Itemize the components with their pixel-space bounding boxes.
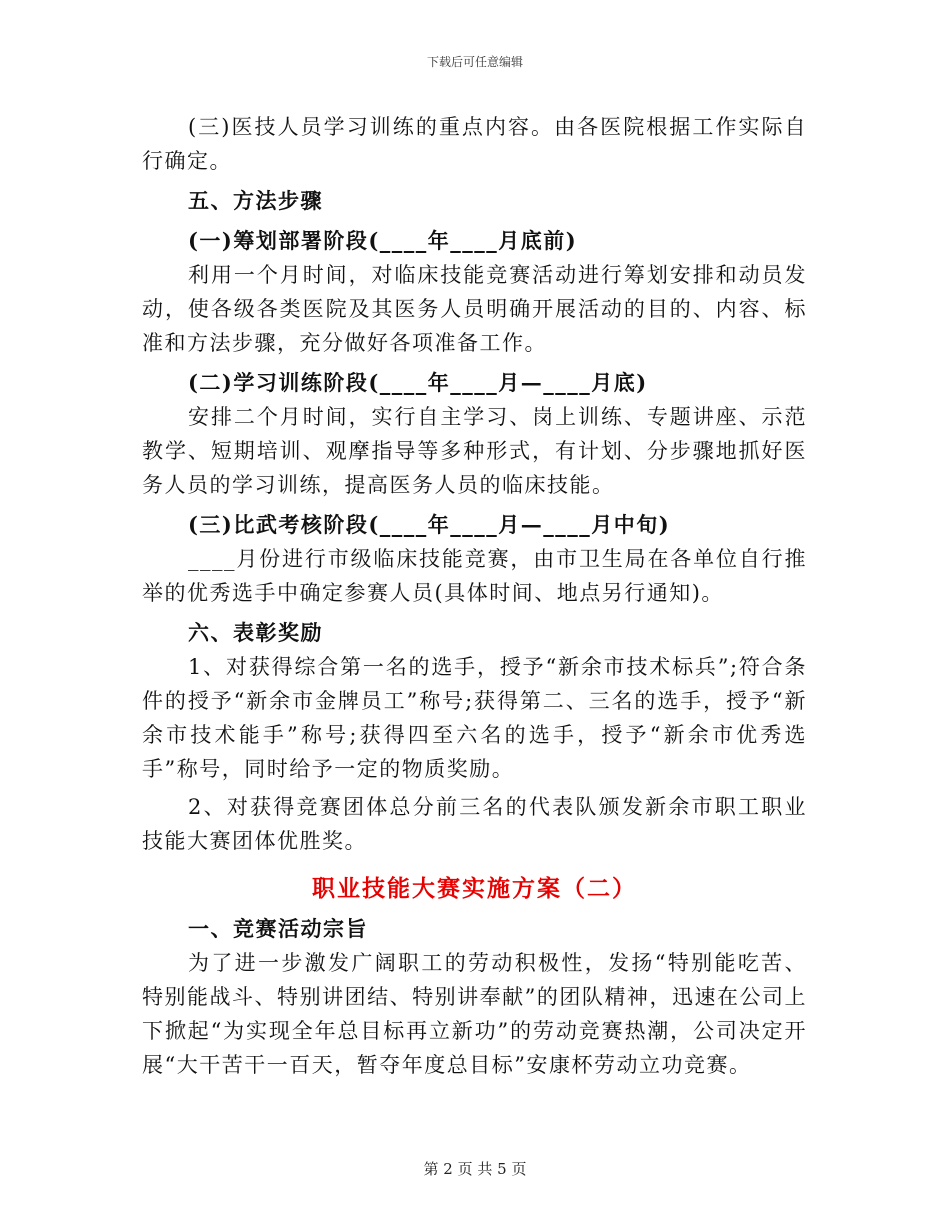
- heading-training-stage: (二)学习训练阶段(____年____月—____月底): [188, 370, 648, 395]
- heading-competition-purpose: 一、竞赛活动宗旨: [188, 916, 368, 941]
- heading-planning-stage: (一)筹划部署阶段(____年____月底前): [188, 228, 578, 253]
- paragraph-award-team: 2、对获得竞赛团体总分前三名的代表队颁发新余市职工职业技能大赛团体优胜奖。: [142, 795, 807, 853]
- paragraph-planning: 利用一个月时间，对临床技能竞赛活动进行筹划安排和动员发动，使各级各类医院及其医务人员明确开展活动的目的、内容、标准和方法步骤，充分做好各项准备工作。: [142, 263, 807, 355]
- section-title: 职业技能大赛实施方案（二）: [312, 875, 637, 902]
- heading-awards: 六、表彰奖励: [188, 620, 323, 645]
- heading-assessment-stage: (三)比武考核阶段(____年____月—____月中旬): [188, 512, 671, 537]
- page-footer: 第 2 页 共 5 页: [423, 1160, 527, 1178]
- paragraph-award-individual: 1、对获得综合第一名的选手，授予“新余市技术标兵”;符合条件的授予“新余市金牌员工”称号;获得第二、三名的选手，授予“新余市技术能手”称号;获得四至六名的选手，授予“新余市优秀选手”称号，同时给予一定的物质奖励。: [142, 655, 807, 781]
- page-header: 下载后可任意编辑: [426, 55, 523, 69]
- paragraph-training: 安排二个月时间，实行自主学习、岗上训练、专题讲座、示范教学、短期培训、观摩指导等多种形式，有计划、分步骤地抓好医务人员的学习训练，提高医务人员的临床技能。: [142, 405, 807, 497]
- paragraph-medical-tech-content: (三)医技人员学习训练的重点内容。由各医院根据工作实际自行确定。: [142, 115, 807, 173]
- paragraph-assessment: ____月份进行市级临床技能竞赛，由市卫生局在各单位自行推举的优秀选手中确定参赛人员(具体时间、地点另行通知)。: [142, 547, 807, 605]
- heading-method-steps: 五、方法步骤: [188, 188, 323, 213]
- document-body: [142, 110, 807, 1082]
- paragraph-competition-purpose: 为了进一步激发广阔职工的劳动积极性，发扬“特别能吃苦、特别能战斗、特别讲团结、特别讲奉献”的团队精神，迅速在公司上下掀起“为实现全年总目标再立新功”的劳动竞赛热潮，公司决定开展“大干苦干一百天，暂夺年度总目标”安康杯劳动立功竞赛。: [142, 951, 807, 1077]
